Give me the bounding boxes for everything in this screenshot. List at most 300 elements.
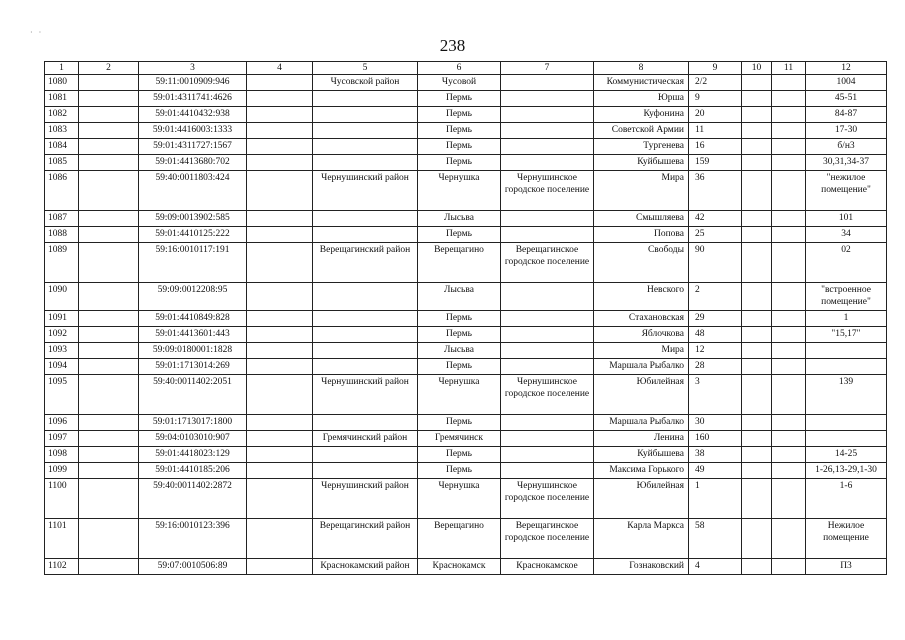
- cell-col-4: [247, 211, 313, 227]
- cell-col-4: [247, 139, 313, 155]
- cell-col-4: [247, 431, 313, 447]
- table-row: [45, 139, 887, 155]
- cell-col-10: [742, 171, 772, 211]
- cell-col-11: [772, 343, 806, 359]
- cell-col-12: 1-26,13-29,1-30: [806, 463, 887, 479]
- cell-col-1: 1089: [45, 243, 79, 283]
- cell-col-7: [501, 283, 594, 311]
- cell-col-5: [313, 211, 418, 227]
- column-header-7: 7: [501, 62, 594, 75]
- cell-col-11: [772, 447, 806, 463]
- cell-col-2: [79, 75, 139, 91]
- cell-col-3: 59:04:0103010:907: [139, 431, 247, 447]
- cell-col-9: 159: [689, 155, 742, 171]
- cell-col-3: 59:11:0010909:946: [139, 75, 247, 91]
- cell-col-8: Максима Горького: [594, 463, 689, 479]
- cell-col-1: 1095: [45, 375, 79, 415]
- cell-col-1: 1098: [45, 447, 79, 463]
- cell-col-5: [313, 447, 418, 463]
- cell-col-2: [79, 559, 139, 575]
- cell-col-6: Краснокамск: [418, 559, 501, 575]
- cell-col-12: 30,31,34-37: [806, 155, 887, 171]
- cell-col-10: [742, 227, 772, 243]
- cell-col-5: Чернушинский район: [313, 479, 418, 519]
- cell-col-1: 1084: [45, 139, 79, 155]
- cell-col-4: [247, 75, 313, 91]
- cell-col-6: Лысьва: [418, 343, 501, 359]
- cell-col-4: [247, 107, 313, 123]
- cell-col-3: 59:16:0010123:396: [139, 519, 247, 559]
- cell-col-12: б/н3: [806, 139, 887, 155]
- cell-col-8: Юбилейная: [594, 479, 689, 519]
- cell-col-11: [772, 227, 806, 243]
- cell-col-2: [79, 227, 139, 243]
- cell-col-11: [772, 211, 806, 227]
- cell-col-8: Куйбышева: [594, 155, 689, 171]
- column-header-10: 10: [742, 62, 772, 75]
- table-row: [45, 75, 887, 91]
- cell-col-2: [79, 91, 139, 107]
- cell-col-11: [772, 107, 806, 123]
- cell-col-12: 139: [806, 375, 887, 415]
- cell-col-2: [79, 107, 139, 123]
- cell-col-10: [742, 139, 772, 155]
- cell-col-2: [79, 519, 139, 559]
- cell-col-10: [742, 415, 772, 431]
- cell-col-12: [806, 431, 887, 447]
- cell-col-9: 30: [689, 415, 742, 431]
- cell-col-6: Пермь: [418, 139, 501, 155]
- cell-col-2: [79, 479, 139, 519]
- cell-col-11: [772, 91, 806, 107]
- cell-col-9: 29: [689, 311, 742, 327]
- table-row: [45, 415, 887, 431]
- cell-col-12: "нежилое помещение": [806, 171, 887, 211]
- cell-col-1: 1086: [45, 171, 79, 211]
- cell-col-9: 160: [689, 431, 742, 447]
- cell-col-6: Пермь: [418, 415, 501, 431]
- cell-col-4: [247, 155, 313, 171]
- cell-col-5: Чусовской район: [313, 75, 418, 91]
- cell-col-12: 101: [806, 211, 887, 227]
- table-row: [45, 519, 887, 559]
- cell-col-8: Свободы: [594, 243, 689, 283]
- cell-col-4: [247, 327, 313, 343]
- cell-col-5: [313, 463, 418, 479]
- cell-col-7: [501, 139, 594, 155]
- cell-col-8: Ленина: [594, 431, 689, 447]
- table-row: [45, 227, 887, 243]
- cell-col-9: 3: [689, 375, 742, 415]
- cell-col-6: Чернушка: [418, 375, 501, 415]
- cell-col-5: [313, 343, 418, 359]
- cell-col-10: [742, 107, 772, 123]
- scan-artifact: · ·: [30, 28, 44, 37]
- cell-col-12: 84-87: [806, 107, 887, 123]
- column-header-12: 12: [806, 62, 887, 75]
- cell-col-9: 90: [689, 243, 742, 283]
- cell-col-5: Чернушинский район: [313, 375, 418, 415]
- cell-col-4: [247, 311, 313, 327]
- cell-col-8: Куфонина: [594, 107, 689, 123]
- cell-col-9: 16: [689, 139, 742, 155]
- cell-col-2: [79, 139, 139, 155]
- cell-col-8: Попова: [594, 227, 689, 243]
- cell-col-9: 58: [689, 519, 742, 559]
- cell-col-11: [772, 519, 806, 559]
- cell-col-5: Верещагинский район: [313, 243, 418, 283]
- cell-col-11: [772, 75, 806, 91]
- cell-col-11: [772, 415, 806, 431]
- cell-col-9: 2: [689, 283, 742, 311]
- cell-col-3: 59:01:4416003:1333: [139, 123, 247, 139]
- cell-col-5: [313, 91, 418, 107]
- cell-col-12: 14-25: [806, 447, 887, 463]
- cell-col-8: Юбилейная: [594, 375, 689, 415]
- cell-col-7: [501, 91, 594, 107]
- cell-col-3: 59:09:0013902:585: [139, 211, 247, 227]
- cell-col-6: Пермь: [418, 359, 501, 375]
- table-row: [45, 359, 887, 375]
- cell-col-1: 1102: [45, 559, 79, 575]
- cell-col-5: [313, 155, 418, 171]
- cell-col-6: Лысьва: [418, 211, 501, 227]
- cell-col-3: 59:01:4410849:828: [139, 311, 247, 327]
- table-row: [45, 91, 887, 107]
- cell-col-11: [772, 283, 806, 311]
- cell-col-1: 1090: [45, 283, 79, 311]
- cell-col-2: [79, 171, 139, 211]
- cell-col-11: [772, 311, 806, 327]
- cell-col-9: 2/2: [689, 75, 742, 91]
- cell-col-2: [79, 311, 139, 327]
- cell-col-4: [247, 243, 313, 283]
- cell-col-6: Пермь: [418, 107, 501, 123]
- cell-col-10: [742, 243, 772, 283]
- cell-col-8: Советской Армии: [594, 123, 689, 139]
- cell-col-4: [247, 447, 313, 463]
- cell-col-3: 59:01:4410432:938: [139, 107, 247, 123]
- cell-col-1: 1087: [45, 211, 79, 227]
- cell-col-6: Пермь: [418, 447, 501, 463]
- cell-col-6: Пермь: [418, 91, 501, 107]
- cell-col-1: 1083: [45, 123, 79, 139]
- cell-col-4: [247, 227, 313, 243]
- cell-col-3: 59:09:0012208:95: [139, 283, 247, 311]
- cell-col-7: [501, 343, 594, 359]
- table-row: [45, 107, 887, 123]
- cell-col-10: [742, 375, 772, 415]
- table-row: [45, 375, 887, 415]
- cell-col-7: Верещагинское городское поселение: [501, 519, 594, 559]
- cell-col-12: 45-51: [806, 91, 887, 107]
- cell-col-8: Маршала Рыбалко: [594, 415, 689, 431]
- cell-col-9: 48: [689, 327, 742, 343]
- cell-col-6: Пермь: [418, 463, 501, 479]
- cell-col-1: 1092: [45, 327, 79, 343]
- column-header-3: 3: [139, 62, 247, 75]
- cell-col-1: 1099: [45, 463, 79, 479]
- cell-col-2: [79, 211, 139, 227]
- cell-col-12: [806, 415, 887, 431]
- cell-col-2: [79, 327, 139, 343]
- cell-col-4: [247, 343, 313, 359]
- cell-col-10: [742, 447, 772, 463]
- cell-col-10: [742, 463, 772, 479]
- cell-col-8: Яблочкова: [594, 327, 689, 343]
- table-row: [45, 243, 887, 283]
- cell-col-12: 17-30: [806, 123, 887, 139]
- cell-col-7: [501, 311, 594, 327]
- cell-col-7: [501, 431, 594, 447]
- cell-col-5: [313, 359, 418, 375]
- cell-col-10: [742, 559, 772, 575]
- cell-col-11: [772, 155, 806, 171]
- cell-col-8: Тургенева: [594, 139, 689, 155]
- cell-col-2: [79, 359, 139, 375]
- cell-col-5: [313, 327, 418, 343]
- cell-col-3: 59:40:0011402:2872: [139, 479, 247, 519]
- cell-col-3: 59:01:1713017:1800: [139, 415, 247, 431]
- cell-col-7: [501, 463, 594, 479]
- cell-col-3: 59:01:4311741:4626: [139, 91, 247, 107]
- table-row: [45, 155, 887, 171]
- cell-col-9: 4: [689, 559, 742, 575]
- table-row: [45, 283, 887, 311]
- cell-col-2: [79, 123, 139, 139]
- cell-col-6: Гремячинск: [418, 431, 501, 447]
- cell-col-2: [79, 375, 139, 415]
- cell-col-2: [79, 431, 139, 447]
- cell-col-11: [772, 139, 806, 155]
- cell-col-7: [501, 227, 594, 243]
- table-row: [45, 343, 887, 359]
- column-header-4: 4: [247, 62, 313, 75]
- cell-col-3: 59:01:4413601:443: [139, 327, 247, 343]
- cell-col-6: Верещагино: [418, 243, 501, 283]
- cell-col-11: [772, 431, 806, 447]
- cell-col-2: [79, 343, 139, 359]
- registry-table: [44, 61, 887, 575]
- cell-col-12: "15,17": [806, 327, 887, 343]
- cell-col-9: 11: [689, 123, 742, 139]
- header-row: [45, 62, 887, 75]
- cell-col-10: [742, 123, 772, 139]
- cell-col-1: 1097: [45, 431, 79, 447]
- cell-col-11: [772, 559, 806, 575]
- cell-col-6: Лысьва: [418, 283, 501, 311]
- cell-col-12: [806, 343, 887, 359]
- cell-col-12: 1004: [806, 75, 887, 91]
- cell-col-1: 1093: [45, 343, 79, 359]
- cell-col-8: Мира: [594, 343, 689, 359]
- cell-col-5: [313, 415, 418, 431]
- cell-col-12: Нежилое помещение: [806, 519, 887, 559]
- cell-col-6: Верещагино: [418, 519, 501, 559]
- cell-col-8: Маршала Рыбалко: [594, 359, 689, 375]
- cell-col-11: [772, 375, 806, 415]
- column-header-9: 9: [689, 62, 742, 75]
- cell-col-7: [501, 75, 594, 91]
- column-header-6: 6: [418, 62, 501, 75]
- cell-col-5: Краснокамский район: [313, 559, 418, 575]
- cell-col-8: Гознаковский: [594, 559, 689, 575]
- cell-col-9: 49: [689, 463, 742, 479]
- cell-col-10: [742, 431, 772, 447]
- cell-col-5: Верещагинский район: [313, 519, 418, 559]
- cell-col-10: [742, 155, 772, 171]
- cell-col-5: Чернушинский район: [313, 171, 418, 211]
- cell-col-9: 42: [689, 211, 742, 227]
- table-row: [45, 431, 887, 447]
- cell-col-1: 1096: [45, 415, 79, 431]
- cell-col-12: 1: [806, 311, 887, 327]
- table-row: [45, 211, 887, 227]
- cell-col-2: [79, 283, 139, 311]
- cell-col-10: [742, 519, 772, 559]
- table-row: [45, 311, 887, 327]
- cell-col-9: 38: [689, 447, 742, 463]
- cell-col-9: 20: [689, 107, 742, 123]
- cell-col-10: [742, 343, 772, 359]
- cell-col-7: Чернушинское городское поселение: [501, 375, 594, 415]
- cell-col-4: [247, 283, 313, 311]
- cell-col-7: Верещагинское городское поселение: [501, 243, 594, 283]
- cell-col-3: 59:16:0010117:191: [139, 243, 247, 283]
- cell-col-3: 59:01:4410125:222: [139, 227, 247, 243]
- cell-col-7: [501, 447, 594, 463]
- cell-col-6: Пермь: [418, 123, 501, 139]
- cell-col-5: Гремячинский район: [313, 431, 418, 447]
- cell-col-2: [79, 463, 139, 479]
- cell-col-12: 02: [806, 243, 887, 283]
- cell-col-10: [742, 359, 772, 375]
- cell-col-3: 59:01:1713014:269: [139, 359, 247, 375]
- page-number: 238: [439, 36, 466, 55]
- cell-col-5: [313, 311, 418, 327]
- cell-col-9: 25: [689, 227, 742, 243]
- cell-col-1: 1094: [45, 359, 79, 375]
- column-header-2: 2: [79, 62, 139, 75]
- cell-col-12: 1-6: [806, 479, 887, 519]
- cell-col-4: [247, 171, 313, 211]
- cell-col-5: [313, 139, 418, 155]
- cell-col-2: [79, 243, 139, 283]
- table-row: [45, 327, 887, 343]
- cell-col-7: Чернушинское городское поселение: [501, 171, 594, 211]
- cell-col-6: Пермь: [418, 155, 501, 171]
- cell-col-3: 59:40:0011402:2051: [139, 375, 247, 415]
- cell-col-5: [313, 123, 418, 139]
- cell-col-6: Чусовой: [418, 75, 501, 91]
- cell-col-11: [772, 123, 806, 139]
- column-header-1: 1: [45, 62, 79, 75]
- cell-col-11: [772, 327, 806, 343]
- cell-col-7: [501, 415, 594, 431]
- cell-col-2: [79, 155, 139, 171]
- cell-col-1: 1091: [45, 311, 79, 327]
- cell-col-4: [247, 463, 313, 479]
- cell-col-4: [247, 415, 313, 431]
- table-row: [45, 123, 887, 139]
- cell-col-6: Чернушка: [418, 479, 501, 519]
- cell-col-3: 59:01:4418023:129: [139, 447, 247, 463]
- cell-col-2: [79, 415, 139, 431]
- cell-col-3: 59:01:4311727:1567: [139, 139, 247, 155]
- table-row: [45, 479, 887, 519]
- cell-col-4: [247, 519, 313, 559]
- cell-col-3: 59:07:0010506:89: [139, 559, 247, 575]
- cell-col-6: Чернушка: [418, 171, 501, 211]
- cell-col-6: Пермь: [418, 311, 501, 327]
- cell-col-8: Юрша: [594, 91, 689, 107]
- column-header-8: 8: [594, 62, 689, 75]
- cell-col-4: [247, 559, 313, 575]
- table-row: [45, 447, 887, 463]
- cell-col-9: 1: [689, 479, 742, 519]
- cell-col-12: [806, 359, 887, 375]
- cell-col-3: 59:09:0180001:1828: [139, 343, 247, 359]
- cell-col-7: [501, 211, 594, 227]
- cell-col-8: Смышляева: [594, 211, 689, 227]
- cell-col-5: [313, 283, 418, 311]
- cell-col-6: Пермь: [418, 327, 501, 343]
- cell-col-12: "встроенное помещение": [806, 283, 887, 311]
- cell-col-4: [247, 91, 313, 107]
- column-header-11: 11: [772, 62, 806, 75]
- cell-col-10: [742, 91, 772, 107]
- cell-col-4: [247, 375, 313, 415]
- cell-col-3: 59:01:4413680:702: [139, 155, 247, 171]
- cell-col-4: [247, 123, 313, 139]
- column-header-5: 5: [313, 62, 418, 75]
- cell-col-7: [501, 107, 594, 123]
- cell-col-7: Чернушинское городское поселение: [501, 479, 594, 519]
- cell-col-1: 1082: [45, 107, 79, 123]
- table-row: [45, 559, 887, 575]
- cell-col-7: Краснокамское: [501, 559, 594, 575]
- cell-col-1: 1080: [45, 75, 79, 91]
- cell-col-10: [742, 479, 772, 519]
- cell-col-10: [742, 75, 772, 91]
- cell-col-10: [742, 211, 772, 227]
- cell-col-10: [742, 311, 772, 327]
- cell-col-6: Пермь: [418, 227, 501, 243]
- cell-col-11: [772, 171, 806, 211]
- cell-col-10: [742, 283, 772, 311]
- table-row: [45, 463, 887, 479]
- cell-col-12: 34: [806, 227, 887, 243]
- cell-col-1: 1101: [45, 519, 79, 559]
- cell-col-8: Коммунистическая: [594, 75, 689, 91]
- cell-col-9: 36: [689, 171, 742, 211]
- cell-col-8: Куйбышева: [594, 447, 689, 463]
- cell-col-11: [772, 463, 806, 479]
- cell-col-9: 28: [689, 359, 742, 375]
- cell-col-1: 1100: [45, 479, 79, 519]
- cell-col-1: 1085: [45, 155, 79, 171]
- cell-col-7: [501, 123, 594, 139]
- cell-col-11: [772, 479, 806, 519]
- cell-col-12: П3: [806, 559, 887, 575]
- cell-col-11: [772, 243, 806, 283]
- cell-col-7: [501, 155, 594, 171]
- cell-col-1: 1081: [45, 91, 79, 107]
- cell-col-11: [772, 359, 806, 375]
- cell-col-8: Мира: [594, 171, 689, 211]
- cell-col-8: Карла Маркса: [594, 519, 689, 559]
- table-row: [45, 171, 887, 211]
